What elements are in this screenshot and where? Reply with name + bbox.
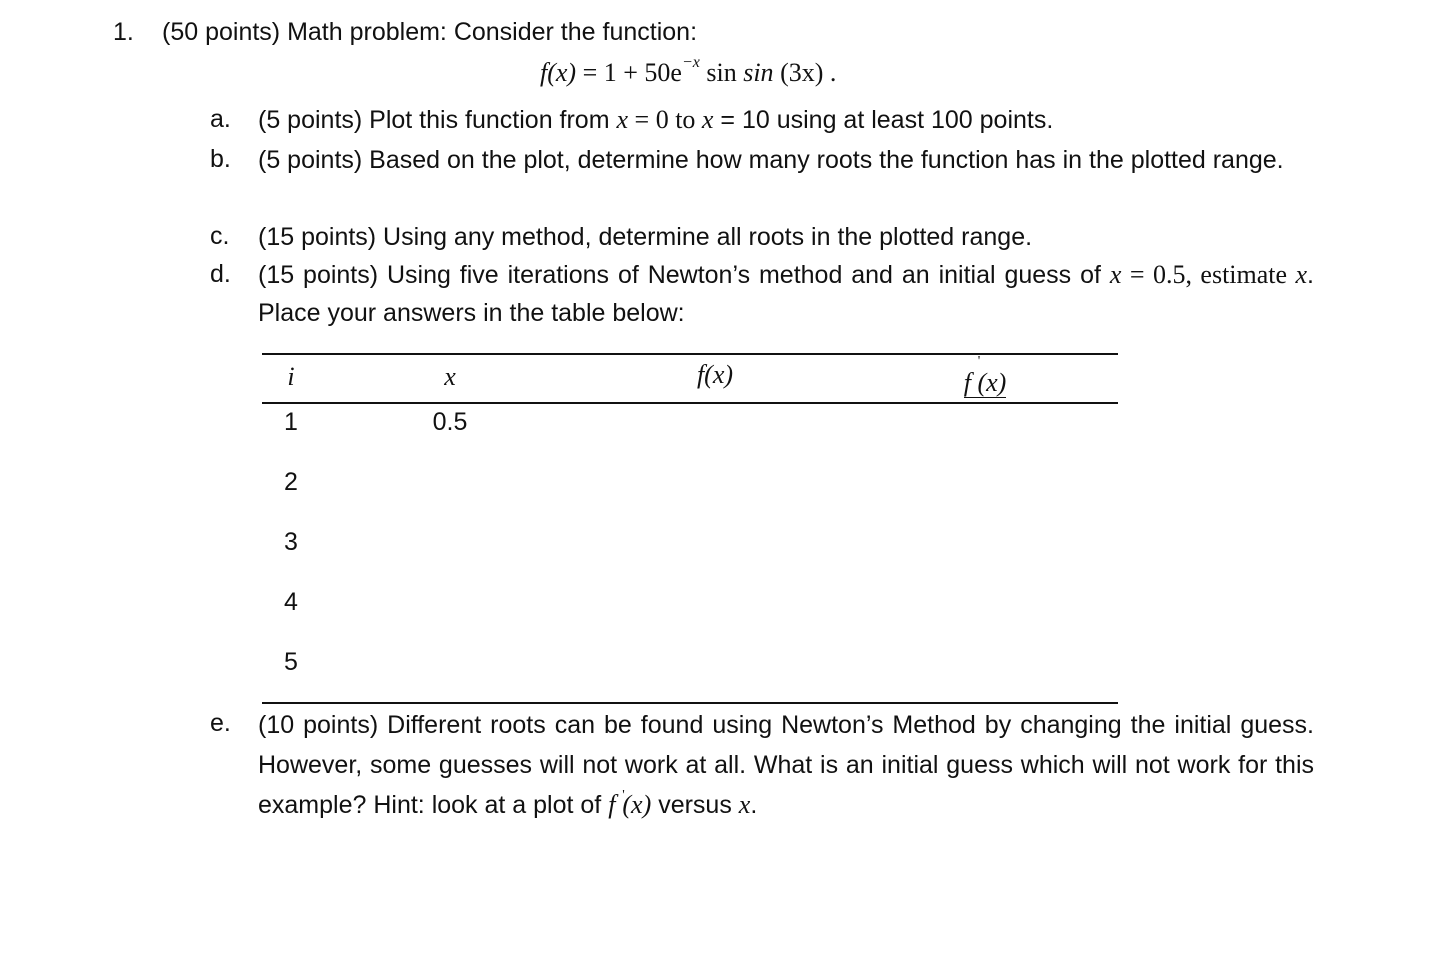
item-d-text: [258, 256, 1314, 332]
item-e-text-2: versus: [651, 791, 739, 819]
header-x: x: [444, 362, 456, 391]
function-equation: [540, 54, 837, 88]
item-e-var: x: [738, 790, 751, 819]
item-e-fn: f ': [608, 790, 615, 819]
item-d-text-3: . Place your answers in the table below:: [258, 261, 1314, 327]
header-fpx-arg: (x): [977, 368, 1007, 397]
item-c-label: c.: [210, 222, 230, 250]
item-c-text: (15 points) Using any method, determine all roots in the plotted range.: [258, 223, 1033, 251]
table-header-rule: [262, 402, 1118, 404]
table-row-5-i: 5: [284, 648, 298, 676]
equation-lhs: f(x): [540, 58, 577, 87]
item-e-text-3: .: [750, 791, 758, 819]
problem-intro: Math problem: Consider the function:: [287, 18, 698, 46]
equation-rhs-b: sin: [699, 58, 744, 87]
item-d-label: d.: [210, 260, 231, 288]
item-e-arg: (x): [622, 790, 652, 819]
item-d-text-2: = 0.5, estimate: [1121, 260, 1296, 289]
header-i: i: [287, 362, 295, 391]
problem-points: (50 points): [162, 18, 281, 46]
table-bottom-rule: [262, 702, 1118, 704]
equation-rhs-c: sin: [743, 58, 774, 87]
header-fx: f(x): [696, 360, 734, 389]
item-d-var-1: x: [1109, 260, 1122, 289]
item-e-text: [258, 705, 1314, 825]
item-a-var-2: x: [701, 105, 714, 134]
item-d-var-2: x: [1295, 260, 1308, 289]
table-row-4-i: 4: [284, 588, 298, 616]
item-b-label: b.: [210, 145, 231, 173]
item-a-text: [258, 101, 1314, 139]
item-e-text-1: (10 points) Different roots can be found using Newton’s Method by changing the initial guess. However, some guesses will not work at all. What is an initial guess which will not work for this example? Hint: look at a plot of: [258, 711, 1314, 819]
header-fpx: [910, 368, 1060, 398]
item-a-var-1: x: [616, 105, 629, 134]
item-d-text-1: (15 points) Using five iterations of Newton’s method and an initial guess of: [258, 261, 1110, 289]
table-top-rule: [262, 353, 1118, 355]
item-a-label: a.: [210, 105, 231, 133]
item-a-text-2: = 0 to: [628, 105, 702, 134]
equation-eq: =: [582, 58, 598, 87]
item-a-text-3: = 10 using at least 100 points.: [713, 106, 1054, 134]
table-row-1-x: 0.5: [432, 408, 468, 436]
table-row-2-i: 2: [284, 468, 298, 496]
table-row-3-i: 3: [284, 528, 298, 556]
equation-exponent: −x: [681, 54, 700, 72]
item-b-text: (5 points) Based on the plot, determine how many roots the function has in the plotted range.: [258, 146, 1284, 174]
problem-number: 1.: [113, 18, 134, 46]
table-row-1-i: 1: [284, 408, 298, 436]
problem-heading: [162, 18, 697, 47]
item-a-text-1: (5 points) Plot this function from: [258, 106, 617, 134]
equation-rhs-a: 1 + 50e: [603, 58, 682, 87]
equation-rhs-d: (3x) .: [773, 58, 837, 87]
header-fpx-f: f ': [964, 368, 971, 397]
item-e-label: e.: [210, 709, 231, 737]
